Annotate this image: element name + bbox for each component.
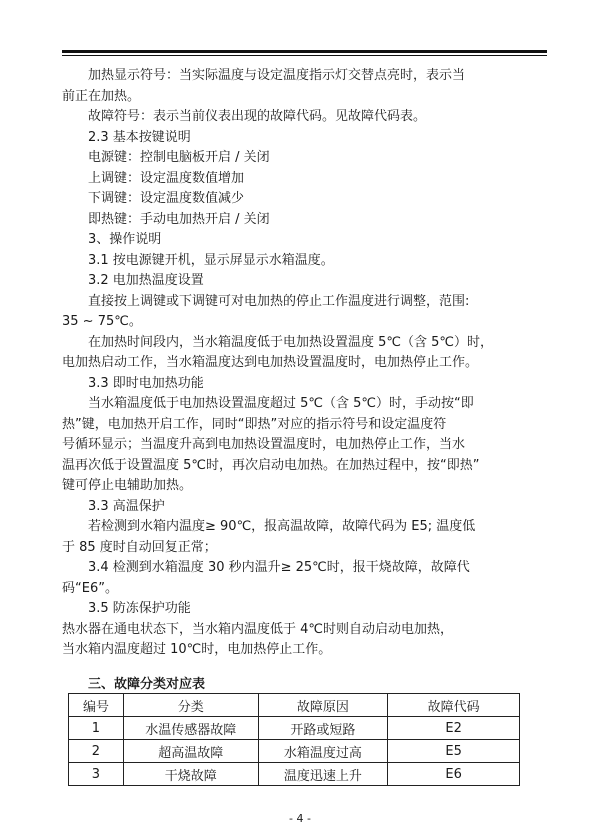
header-cause: 故障原因: [258, 694, 388, 717]
cell-category: 干烧故障: [123, 763, 258, 786]
header-code: 故障代码: [388, 694, 520, 717]
section-heading: 3.3 高温保护: [88, 498, 165, 514]
paragraph-line: 前正在加热。: [62, 88, 141, 104]
header-rule-thin: [62, 55, 547, 56]
paragraph-line: 于 85 度时自动回复正常；: [62, 539, 217, 555]
paragraph-line: 电加热启动工作，当水箱温度达到电加热设置温度时，电加热停止工作。: [62, 355, 479, 370]
paragraph-line: 加热显示符号：当实际温度与设定温度指示灯交替点亮时，表示当: [88, 68, 466, 83]
cell-category: 超高温故障: [123, 740, 258, 763]
paragraph-line: 即热键：手动电加热开启 / 关闭: [88, 211, 270, 227]
table-title: 三、故障分类对应表: [88, 677, 206, 692]
cell-category: 水温传感器故障: [123, 717, 258, 740]
paragraph-line: 故障符号：表示当前仪表出现的故障代码。见故障代码表。: [88, 109, 427, 124]
paragraph-line: 35 ~ 75℃。: [62, 314, 142, 329]
paragraph-line: 直接按上调键或下调键可对电加热的停止工作温度进行调整，范围:: [88, 293, 470, 309]
paragraph-line: 当水箱内温度超过 10℃时，电加热停止工作。: [62, 642, 332, 657]
cell-cause: 温度迅速上升: [258, 763, 388, 786]
cell-number: 1: [69, 717, 124, 740]
paragraph-line: 上调键：设定温度数值增加: [88, 170, 245, 186]
paragraph-line: 下调键：设定温度数值减少: [88, 191, 245, 206]
section-heading: 3.5 防冻保护功能: [88, 601, 191, 616]
cell-code: E2: [388, 717, 520, 740]
cell-code: E6: [388, 763, 520, 786]
header-rule: [62, 50, 547, 53]
paragraph-line: 若检测到水箱内温度≥ 90℃，报高温故障，故障代码为 E5; 温度低: [88, 519, 476, 534]
paragraph-line: 当水箱温度低于电加热设置温度超过 5℃（含 5℃）时，手动按“即: [88, 396, 474, 411]
paragraph-line: 电源键：控制电脑板开启 / 关闭: [88, 150, 270, 165]
table-row: [69, 740, 520, 763]
section-heading: 3.2 电加热温度设置: [88, 273, 204, 288]
table-row: [69, 717, 520, 740]
fault-code-table: [68, 693, 520, 786]
paragraph-line: 热水器在通电状态下，当水箱内温度低于 4℃时则自动启动电加热，: [62, 621, 454, 637]
section-heading: 2.3 基本按键说明: [88, 129, 191, 145]
cell-cause: 水箱温度过高: [258, 740, 388, 763]
paragraph-line: 在加热时间段内，当水箱温度低于电加热设置温度 5℃（含 5℃）时，: [88, 334, 494, 350]
header-number: 编号: [69, 694, 124, 717]
paragraph-line: 码“E6”。: [62, 580, 118, 596]
section-heading: 3.3 即时电加热功能: [88, 375, 204, 391]
header-category: 分类: [123, 694, 258, 717]
paragraph-line: 3.4 检测到水箱温度 30 秒内温升≥ 25℃时，报干烧故障，故障代: [88, 560, 470, 575]
table-header-row: [69, 694, 520, 717]
paragraph-line: 温再次低于设置温度 5℃时，再次启动电加热。在加热过程中，按“即热”: [62, 457, 480, 473]
table-row: [69, 763, 520, 786]
section-heading: 3、操作说明: [88, 232, 162, 247]
cell-number: 3: [69, 763, 124, 786]
paragraph-line: 号循环显示；当温度升高到电加热设置温度时，电加热停止工作，当水: [62, 437, 466, 452]
cell-code: E5: [388, 740, 520, 763]
paragraph-line: 热”键，电加热开启工作，同时“即热”对应的指示符号和设定温度符: [62, 416, 447, 432]
paragraph-line: 3.1 按电源键开机，显示屏显示水箱温度。: [88, 252, 334, 268]
cell-cause: 开路或短路: [258, 717, 388, 740]
body-text: [62, 66, 550, 661]
paragraph-line: 键可停止电辅助加热。: [62, 478, 193, 493]
page-number: - 4 -: [289, 812, 311, 825]
cell-number: 2: [69, 740, 124, 763]
